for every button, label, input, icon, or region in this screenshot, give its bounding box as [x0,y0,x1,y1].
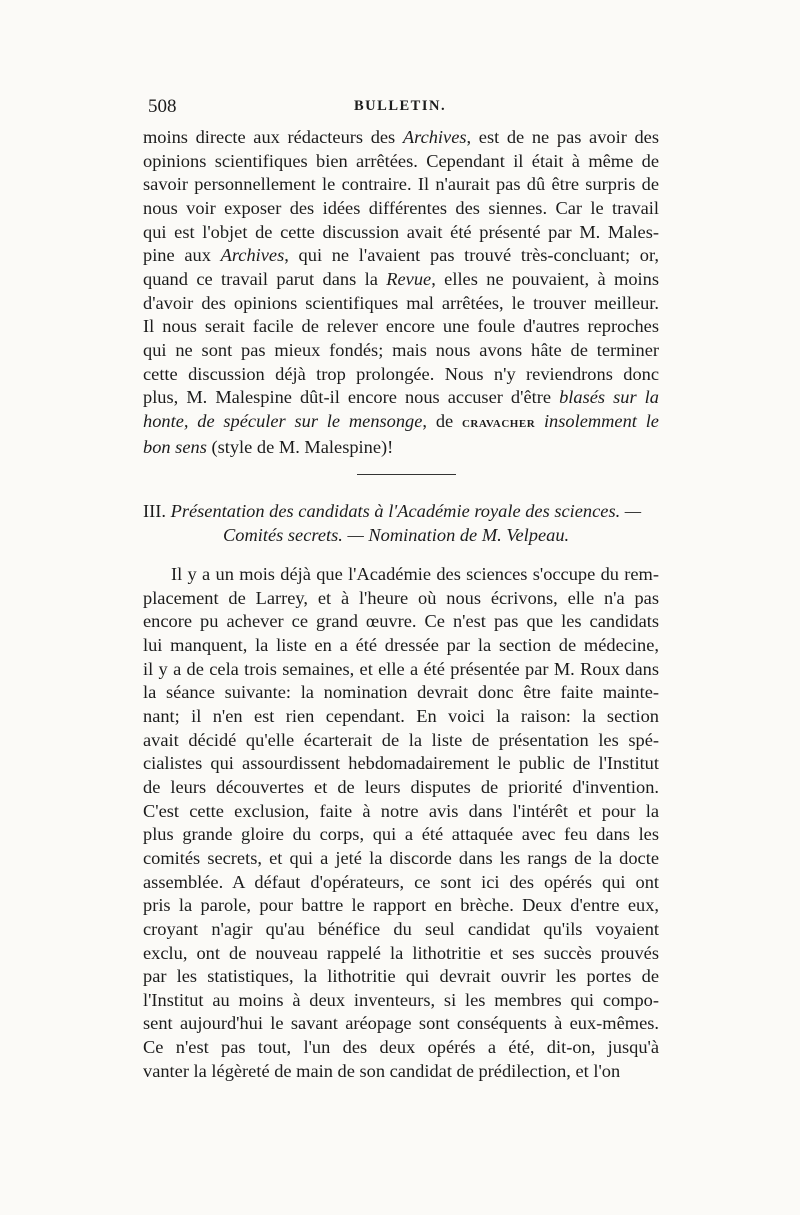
text-line: opinions scientifiques bien arrêtées. Cependant il était à même de [143,150,659,171]
text-line: par les statistiques, la lithotritie qui devrait ouvrir les portes de [143,966,659,987]
text-line: qui est l'objet de cette discussion avait été présenté par M. Males- [143,221,659,242]
running-head: BULLETIN. [354,98,447,114]
text-line: Ce n'est pas tout, l'un des deux opérés a été, dit-on, jusqu'à [143,1037,659,1058]
text-line: nous voir exposer des idées différentes des siennes. Car le travail [143,197,659,218]
paragraph-1 [143,126,659,459]
text-line: qui ne sont pas mieux fondés; mais nous avons hâte de terminer [143,339,659,360]
text-line: de leurs découvertes et de leurs disputes de priorité d'invention. [143,776,659,797]
text-line: pine aux Archives, qui ne l'avaient pas trouvé très-concluant; or, [143,245,659,266]
text-line: Il y a un mois déjà que l'Académie des sciences s'occupe du rem- [171,564,659,584]
text-line: nant; il n'en est rien cependant. En voici la raison: la section [143,705,659,726]
page-header [148,96,658,126]
section-heading-line-1 [143,500,659,524]
section-heading-line-2: Comités secrets. — Nomination de M. Velpeau. [223,524,570,545]
text-line: moins directe aux rédacteurs des Archives, est de ne pas avoir des [143,127,659,147]
text-line: C'est cette exclusion, faite à notre avis dans l'intérêt et pour la [143,800,659,821]
text-line: cialistes qui assourdissent hebdomadairement le public de l'Institut [143,753,659,774]
section-title-1: Présentation des candidats à l'Académie royale des sciences. — [170,501,642,521]
text-line: d'avoir des opinions scientifiques mal arrêtées, le trouver meilleur. [143,292,659,313]
text-line: Il nous serait facile de relever encore une foule d'autres reproches [143,316,659,337]
text-line: honte, de spéculer sur le mensonge, de cravacher insolemment le [143,410,659,431]
text-line: avait décidé qu'elle écarterait de la liste de présentation les spé- [143,729,659,750]
text-line: encore pu achever ce grand œuvre. Ce n'est pas que les candidats [143,611,659,632]
text-line: sent aujourd'hui le savant aréopage sont conséquents à eux-mêmes. [143,1013,659,1034]
text-line: exclu, ont de nouveau rappelé la lithotritie et ses succès prouvés [143,942,659,963]
text-line: comités secrets, et qui a jeté la discorde dans les rangs de la docte [143,847,659,868]
text-line: cette discussion déjà trop prolongée. Nous n'y reviendrons donc [143,363,659,384]
text-line: croyant n'agir qu'au bénéfice du seul candidat qu'ils voyaient [143,918,659,939]
paragraph-2 [143,563,659,1083]
section-number: III. [143,501,166,521]
section-heading [143,500,659,547]
text-line: la séance suivante: la nomination devrait donc être faite mainte- [143,682,659,703]
text-line: bon sens (style de M. Malespine)! [143,436,394,457]
page-number: 508 [148,96,177,117]
text-line: vanter la légèreté de main de son candidat de prédilection, et l'on [143,1060,621,1081]
text-line: savoir personnellement le contraire. Il n'aurait pas dû être surpris de [143,174,659,195]
text-line: plus, M. Malespine dût-il encore nous accuser d'être blasés sur la [143,387,659,408]
text-line: plus grande gloire du corps, qui a été attaquée avec feu dans les [143,824,659,845]
text-line: assemblée. A défaut d'opérateurs, ce sont ici des opérés qui ont [143,871,659,892]
text-line: pris la parole, pour battre le rapport en brèche. Deux d'entre eux, [143,895,659,916]
section-divider [357,474,456,475]
text-line: lui manquent, la liste en a été dressée par la section de médecine, [143,634,659,655]
text-line: quand ce travail parut dans la Revue, elles ne pouvaient, à moins [143,268,659,289]
text-line: l'Institut au moins à deux inventeurs, si les membres qui compo- [143,989,659,1010]
text-line: il y a de cela trois semaines, et elle a été présentée par M. Roux dans [143,658,659,679]
text-line: placement de Larrey, et à l'heure où nous écrivons, elle n'a pas [143,587,659,608]
